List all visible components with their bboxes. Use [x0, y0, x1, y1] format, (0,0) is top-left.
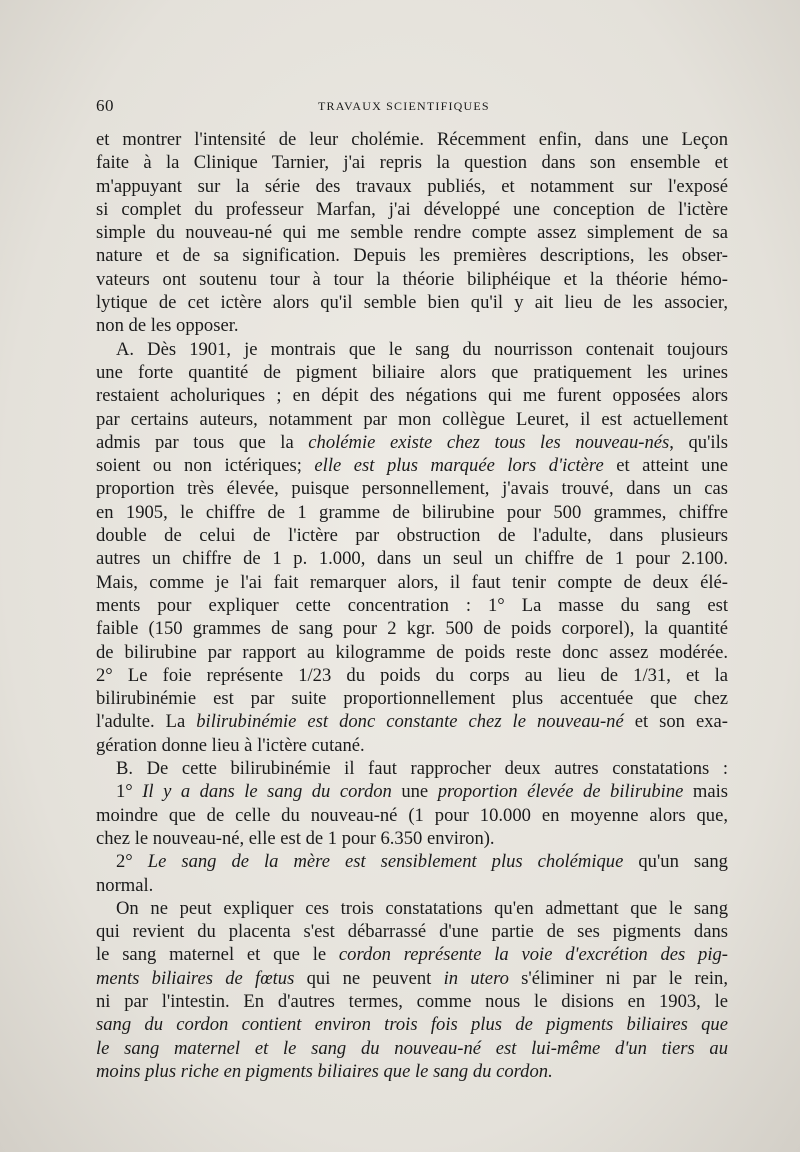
- text-line: [96, 594, 728, 617]
- italic-text-segment: in utero: [443, 967, 509, 989]
- text-line: [96, 454, 728, 477]
- italic-text-segment: proportion élevée de bilirubine: [437, 781, 684, 803]
- text-segment: faible (150 grammes de sang pour 2 kgr. 500 de poids corporel), la quantité: [96, 618, 728, 640]
- text-segment: , qu'ils: [669, 431, 728, 453]
- text-segment: une forte quantité de pigment biliaire alors que pratiquement les urines: [96, 361, 728, 383]
- text-line: [96, 1013, 728, 1036]
- text-line: [96, 1037, 728, 1060]
- text-segment: vateurs ont soutenu tour à tour la théorie biliphéique et la théorie hémo-: [96, 268, 728, 290]
- text-segment: A. Dès 1901, je montrais que le sang du nourrisson contenait toujours: [116, 338, 728, 360]
- text-line: [96, 291, 728, 314]
- italic-text-segment: sang du cordon contient environ trois fois plus de pigments biliaires que: [96, 1014, 728, 1036]
- text-line: [96, 874, 728, 897]
- text-line: [96, 175, 728, 198]
- text-line: [96, 710, 728, 733]
- italic-text-segment: ments biliaires de fœtus: [96, 967, 295, 989]
- text-line: [96, 221, 728, 244]
- text-segment: non de les opposer.: [96, 315, 239, 337]
- text-segment: en 1905, le chiffre de 1 gramme de bilirubine pour 500 grammes, chiffre: [96, 501, 728, 523]
- text-segment: par certains auteurs, notamment par mon collègue Leuret, il est actuellement: [96, 408, 728, 430]
- text-line: [96, 687, 728, 710]
- text-segment: double de celui de l'ictère par obstruction de l'adulte, dans plusieurs: [96, 525, 728, 547]
- text-line: [96, 617, 728, 640]
- text-segment: normal.: [96, 874, 154, 896]
- text-line: [96, 734, 728, 757]
- text-line: [96, 967, 728, 990]
- text-segment: une: [391, 781, 438, 803]
- text-segment: 1°: [116, 781, 143, 803]
- text-segment: et montrer l'intensité de leur cholémie. Récemment enfin, dans une Leçon: [96, 129, 728, 150]
- italic-text-segment: Le sang de la mère est sensiblement plus cholémique: [147, 851, 624, 873]
- text-line: [96, 477, 728, 500]
- text-segment: l'adulte. La: [96, 711, 197, 733]
- text-segment: nature et de sa signification. Depuis les premières descriptions, les obser-: [96, 245, 728, 267]
- text-line: [96, 571, 728, 594]
- text-line: [96, 780, 728, 803]
- text-line: [96, 990, 728, 1013]
- running-title: TRAVAUX SCIENTIFIQUES: [318, 99, 490, 113]
- text-line: [96, 757, 728, 780]
- text-line: [96, 408, 728, 431]
- text-segment: lytique de cet ictère alors qu'il semble bien qu'il y ait lieu de les associer,: [96, 292, 728, 314]
- text-segment: proportion très élevée, puisque personnellement, j'avais trouvé, dans un cas: [96, 478, 728, 500]
- text-line: [96, 664, 728, 687]
- text-line: [96, 827, 728, 850]
- text-segment: gération donne lieu à l'ictère cutané.: [96, 734, 365, 756]
- text-line: [96, 431, 728, 454]
- text-segment: et son exa-: [623, 711, 728, 733]
- text-line: [96, 920, 728, 943]
- page-header: [96, 96, 728, 116]
- text-line: [96, 547, 728, 570]
- italic-text-segment: que le sang du cordon.: [378, 1060, 553, 1082]
- text-segment: de bilirubine par rapport au kilogramme de poids reste donc assez modérée.: [96, 641, 728, 663]
- text-line: [96, 641, 728, 664]
- text-line: [96, 338, 728, 361]
- text-segment: autres un chiffre de 1 p. 1.000, dans un seul un chiffre de 1 pour 2.100.: [96, 548, 728, 570]
- text-segment: moindre que de celle du nouveau-né (1 pour 10.000 en moyenne alors que,: [96, 804, 728, 826]
- text-segment: le sang maternel et que le: [96, 944, 339, 966]
- text-line: [96, 501, 728, 524]
- text-line: [96, 850, 728, 873]
- text-segment: 2° Le foie représente 1/23 du poids du corps au lieu de 1/31, et la: [96, 664, 728, 686]
- text-line: [96, 198, 728, 221]
- text-line: [96, 128, 728, 151]
- text-segment: s'éliminer ni par le rein,: [508, 967, 729, 989]
- text-segment: si complet du professeur Marfan, j'ai développé une conception de l'ictère: [96, 198, 728, 220]
- text-line: [96, 361, 728, 384]
- page-number: 60: [96, 96, 114, 115]
- italic-text-segment: elle est plus marquée lors d'ictère: [314, 455, 604, 477]
- text-line: [96, 524, 728, 547]
- text-segment: soient ou non ictériques;: [96, 455, 315, 477]
- text-segment: mais: [683, 781, 728, 803]
- text-segment: qui revient du placenta s'est débarrassé d'une partie de ses pigments dans: [96, 921, 728, 943]
- text-segment: m'appuyant sur la série des travaux publiés, et notamment sur l'exposé: [96, 175, 728, 197]
- text-segment: qui ne peuvent: [294, 967, 444, 989]
- italic-text-segment: moins plus riche en pigments biliaires: [96, 1060, 379, 1082]
- body-text: [96, 128, 728, 1083]
- text-line: [96, 943, 728, 966]
- italic-text-segment: bilirubinémie est donc constante chez le nouveau-né: [196, 711, 624, 733]
- text-line: [96, 314, 728, 337]
- text-segment: B. De cette bilirubinémie il faut rapprocher deux autres constatations :: [116, 758, 728, 780]
- text-line: [96, 268, 728, 291]
- text-segment: admis par tous que la: [96, 431, 309, 453]
- text-line: [96, 244, 728, 267]
- text-line: [96, 1060, 728, 1083]
- text-segment: ments pour expliquer cette concentration : 1° La masse du sang est: [96, 594, 728, 616]
- italic-text-segment: Il y a dans le sang du cordon: [142, 781, 392, 803]
- text-segment: ni par l'intestin. En d'autres termes, comme nous le disions en 1903, le: [96, 990, 728, 1012]
- text-line: [96, 151, 728, 174]
- text-line: [96, 897, 728, 920]
- text-segment: On ne peut expliquer ces trois constatations qu'en admettant que le sang: [116, 897, 728, 919]
- text-segment: bilirubinémie est par suite proportionnellement plus accentuée que chez: [96, 688, 728, 710]
- italic-text-segment: le sang maternel et le sang du nouveau-né est lui-même d'un tiers au: [96, 1037, 728, 1059]
- text-line: [96, 804, 728, 827]
- text-segment: et atteint une: [603, 455, 729, 477]
- text-segment: 2°: [116, 851, 148, 873]
- text-segment: qu'un sang: [623, 851, 728, 873]
- italic-text-segment: cholémie existe chez tous les nouveau-nés: [308, 431, 670, 453]
- text-segment: chez le nouveau-né, elle est de 1 pour 6.350 environ).: [96, 827, 495, 849]
- italic-text-segment: cordon représente la voie d'excrétion des pig-: [338, 944, 728, 966]
- text-segment: faite à la Clinique Tarnier, j'ai repris la question dans son ensemble et: [96, 152, 728, 174]
- text-line: [96, 384, 728, 407]
- text-segment: restaient acholuriques ; en dépit des négations qui me furent opposées alors: [96, 385, 728, 407]
- text-segment: simple du nouveau-né qui me semble rendre compte assez simplement de sa: [96, 222, 728, 244]
- text-segment: Mais, comme je l'ai fait remarquer alors, il faut tenir compte de deux élé-: [96, 571, 728, 593]
